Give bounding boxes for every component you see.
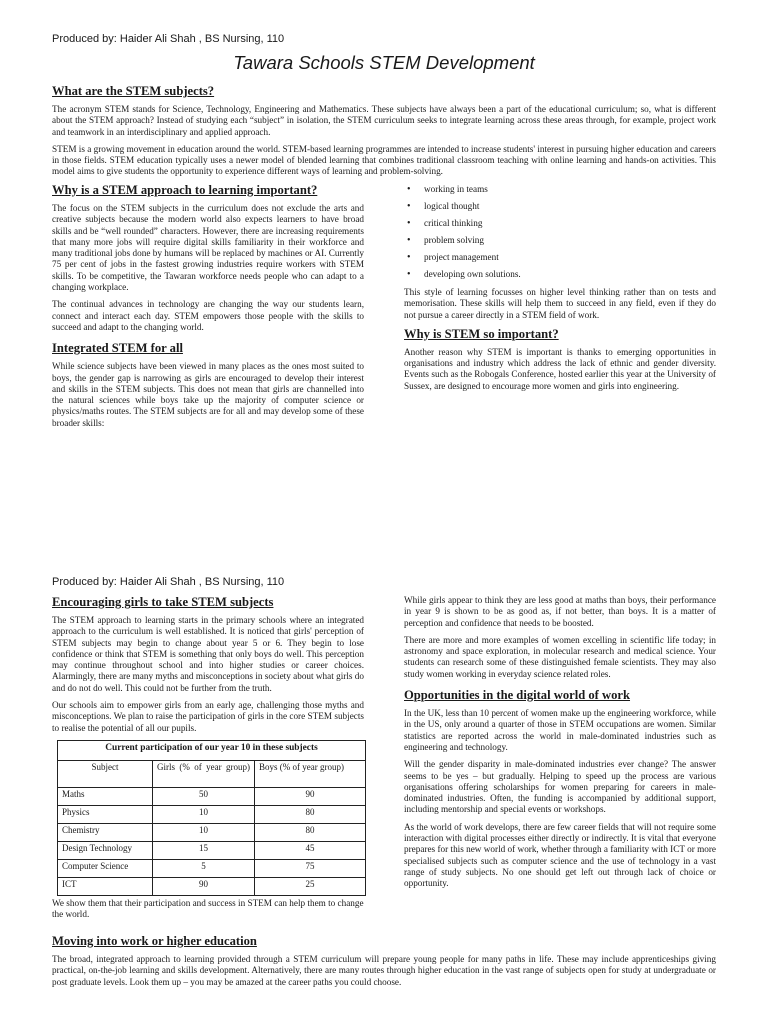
paragraph: This style of learning focusses on higher level thinking rather than on tests and memorisation. These skills will help them to succeed in any field, even if they do not pursue a career directly in a STEM field of work. xyxy=(404,287,716,320)
table-cell: 90 xyxy=(255,787,366,805)
section-heading: Opportunities in the digital world of work xyxy=(404,688,631,703)
paragraph: The STEM approach to learning starts in the primary schools where an integrated approach to the curriculum is well established. It is noticed that girls' perception of STEM subjects may begin to change about year 5 or 6. They begin to lose confidence or think that STEM is something that only boys do well. This perception may continue throughout school and into higher studies or career choices. Alarmingly, there are many myths and misconceptions in society about what girls do and do not do well. This could not be further from the truth. xyxy=(52,615,364,693)
paragraph: As the world of work develops, there are few career fields that will not require some interaction with digital processes either directly or indirectly. It is vital that everyone prepares for this new world of work, whether through a familiarity with ICT or more specialised subjects such as computer science and the use of technology in a vast range of study subjects. No one should get left out through lack of choice or opportunity. xyxy=(404,821,716,889)
right-column-2 xyxy=(404,595,716,890)
producer-credit: Produced by: Haider Ali Shah , BS Nursing, 110 xyxy=(52,576,285,588)
table-cell: 15 xyxy=(153,841,255,859)
section-heading: Integrated STEM for all xyxy=(52,341,183,356)
table-header: Boys (% of year group) xyxy=(255,760,366,787)
right-column-1 xyxy=(404,181,716,392)
producer-credit: Produced by: Haider Ali Shah , BS Nursing, 110 xyxy=(52,33,285,45)
paragraph: The acronym STEM stands for Science, Technology, Engineering and Mathematics. These subjects have always been a part of the educational curriculum; so, what is different about the STEM approach? Instead of studying each “subject” in isolation, the STEM curriculum seeks to integrate learning across these areas through, for example, project work and teamwork in an interdisciplinary and applied approach. xyxy=(52,104,716,137)
skills-list xyxy=(404,181,716,283)
paragraph: While science subjects have been viewed in many places as the ones most suited to boys, the gender gap is narrowing as girls are encouraged to develop their interest and skills in the STEM subjects. This does not mean that girls are channelled into the natural sciences while boys take up the majority of computer science or physics/maths routes. The STEM subjects are for all and may develop some of these broader skills: xyxy=(52,361,364,428)
paragraph: Our schools aim to empower girls from an early age, challenging those myths and misconceptions. We plan to raise the participation of girls in the core STEM subjects to realise the potential of all our pupils. xyxy=(52,700,364,733)
table-cell: 90 xyxy=(153,877,255,895)
table-cell: Chemistry xyxy=(58,823,153,841)
table-cell: Maths xyxy=(58,787,153,805)
section-moving-into-work xyxy=(52,934,716,988)
list-item: • problem solving xyxy=(404,232,716,249)
section-heading: Moving into work or higher education xyxy=(52,934,257,948)
left-column-2 xyxy=(52,595,364,921)
section-heading: Why is a STEM approach to learning important? xyxy=(52,183,318,197)
list-item: • project management xyxy=(404,249,716,266)
table-cell: 25 xyxy=(255,877,366,895)
paragraph: The focus on the STEM subjects in the curriculum does not exclude the arts and creative subjects because the modern world also expects learners to have broad skills and be “well rounded” characters. However, there are increasing requirements that many more jobs will require digital skills familiarity in their workforce and many traditional jobs done by humans will be replaced by machines or AI. Currently 75 per cent of jobs in the fastest growing industries require workers with STEM skills. To be competitive, the Tawaran workforce needs people who can adapt to a changing workplace. xyxy=(52,203,364,293)
section-heading: Why is STEM so important? xyxy=(404,326,559,341)
table-cell: 80 xyxy=(255,823,366,841)
table-cell: 50 xyxy=(153,787,255,805)
page-title: Tawara Schools STEM Development xyxy=(233,52,535,73)
table-cell: Design Technology xyxy=(58,841,153,859)
list-item: • developing own solutions. xyxy=(404,266,716,283)
section-what-are-stem xyxy=(52,84,716,178)
participation-table xyxy=(57,740,366,896)
table-cell: 80 xyxy=(255,805,366,823)
table-cell: 10 xyxy=(153,805,255,823)
table-cell: 45 xyxy=(255,841,366,859)
paragraph: Another reason why STEM is important is thanks to emerging opportunities in organisations and industry which address the lack of ethnic and gender diversity. Events such as the Robogals Conference, hosted earlier this year at the University of Sussex, are designed to encourage more women and girls into engineering. xyxy=(404,346,716,391)
table-row xyxy=(58,841,366,859)
table-cell: 10 xyxy=(153,823,255,841)
table-caption: Current participation of our year 10 in these subjects xyxy=(58,740,366,760)
list-item: • working in teams xyxy=(404,181,716,198)
section-heading: What are the STEM subjects? xyxy=(52,84,215,98)
table-cell: 75 xyxy=(255,859,366,877)
section-heading: Encouraging girls to take STEM subjects xyxy=(52,595,274,609)
paragraph: The broad, integrated approach to learning provided through a STEM curriculum will prepare young people for many paths in life. These may include apprenticeships giving practical, on-the-job learning and skills development. Alternatively, there are many routes through higher education in the vast range of subjects open for study at undergraduate or post graduate levels. Look them up – you may be amazed at the career paths you could choose. xyxy=(52,954,716,987)
table-row xyxy=(58,823,366,841)
paragraph: There are more and more examples of women excelling in scientific life today; in astronomy and space exploration, in molecular research and medical science. Your students can research some of these distinguished female scientists. They may also study women working in everyday science related roles. xyxy=(404,634,716,679)
table-row xyxy=(58,859,366,877)
table-row xyxy=(58,877,366,895)
table-cell: ICT xyxy=(58,877,153,895)
table-header: Subject xyxy=(58,760,153,787)
list-item: • logical thought xyxy=(404,198,716,215)
paragraph: We show them that their participation and success in STEM can help them to change the world. xyxy=(52,897,364,920)
paragraph: While girls appear to think they are less good at maths than boys, their performance in year 9 is shown to be as good as, if not better, than boys. It is a matter of perception and confidence that needs to be boosted. xyxy=(404,595,716,628)
paragraph: In the UK, less than 10 percent of women make up the engineering workforce, while in the US, only around a quarter of those in STEM occupations are women. Similar statistics are reported across the world in male-dominated industries such as engineering and technology. xyxy=(404,708,716,752)
table-row xyxy=(58,805,366,823)
left-column-1 xyxy=(52,183,364,429)
paragraph: STEM is a growing movement in education around the world. STEM-based learning programmes are intended to increase students' interest in pursuing higher education and careers in those fields. STEM education typically uses a newer model of blended learning that combines traditional classroom teaching with online learning and hands-on activities. This model aims to give students the opportunity to experience different ways of learning and problem-solving. xyxy=(52,143,716,177)
table-cell: Computer Science xyxy=(58,859,153,877)
table-header: Girls (% of year group) xyxy=(153,760,255,787)
paragraph: Will the gender disparity in male-dominated industries ever change? The answer seems to be yes – but gradually. Helping to speed up the process are various organisations offering scholarships for women preparing for careers in male-dominated industries. Often, the funding is accompanied by additional support, including mentorship and special events or workshops. xyxy=(404,759,716,815)
table-cell: 5 xyxy=(153,859,255,877)
table-row xyxy=(58,787,366,805)
table-cell: Physics xyxy=(58,805,153,823)
list-item: • critical thinking xyxy=(404,215,716,232)
paragraph: The continual advances in technology are changing the way our students learn, connect and interact each day. STEM empowers those people with the skills to succeed and adapt to the changing world. xyxy=(52,299,364,332)
